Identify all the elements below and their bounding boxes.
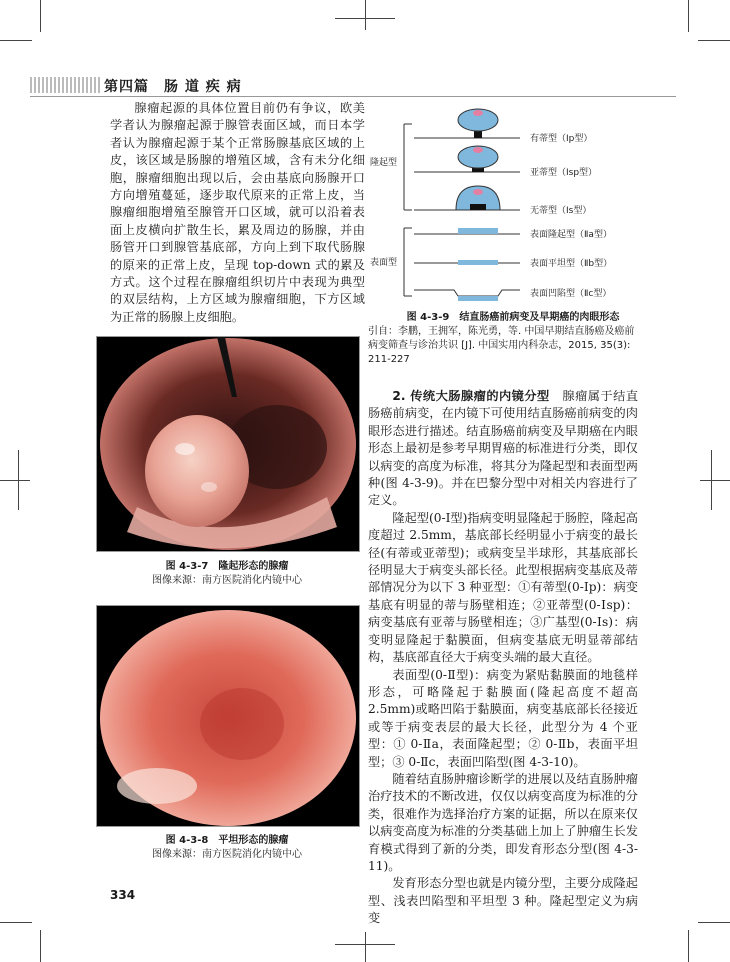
section-heading: 2. 传统大肠腺瘤的内镜分型 [392, 389, 550, 403]
fig7-photo [96, 336, 360, 552]
right-paragraph-5: 发育形态分型也就是内镜分型，主要分成隆起型、浅表凹陷型和平坦型 3 种。隆起型定义为病变 [368, 876, 638, 926]
fig7-title: 图 4-3-7 隆起形态的腺瘤 [165, 561, 289, 572]
right-paragraph-1-text: 腺瘤属于结直肠癌前病变，在内镜下可使用结直肠癌前病变的肉眼形态进行描述。结直肠癌前病变及早期癌在内眼形态上最初是参考早期胃癌的标准进行分类，即仅以病变的高度为标准，将其分为隆起型和表面型两种(图 4-3-9)。并在巴黎分型中对相关内容进行了定义。 [368, 389, 639, 508]
fig8-photo [96, 605, 360, 827]
chapter-title: 第四篇 肠 道 疾 病 [104, 79, 242, 95]
shape-iia [414, 228, 520, 234]
right-paragraph-2: 隆起型(0-Ⅰ型)指病变明显隆起于肠腔，隆起高度超过 2.5mm，基底部长经明显小于病变的最长径(有蒂或亚蒂型)；或病变呈半球形，其基底部长径明显大于病变头部长径。此型根据病变基底及蒂部情况分为以下 3 种亚型：①有蒂型(0-Ⅰp)：病变基底有明显的蒂与肠壁相连；②亚蒂型(0-Ⅰsp)：病变基底有亚蒂与肠壁相连；③广基型(0-Ⅰs)：病变明显隆起于黏膜面，但病变基底无明显蒂部结构，基底部直径大于病变头端的最大直径。 [368, 510, 638, 665]
fig9-caption [368, 311, 638, 367]
fig8-caption [96, 834, 358, 862]
left-paragraph: 腺瘤起源的具体位置目前仍有争议，欧美学者认为腺瘤起源于腺管表面区域，而日本学者认为腺瘤起源于某个正常肠腺基底区域的上皮，该区域是肠腺的增殖区域，含有未分化细胞，腺瘤细胞出现以后，会由基底向肠腺开口方向增殖蔓延，逐步取代原来的正常上皮，当腺瘤细胞增殖至腺管开口区域，就可以沿着表面上皮横向扩散生长，累及周边的肠腺，并由肠管开口到腺管基底部，方向上到下取代肠腺的原来的正常上皮，呈现 top-down 式的累及方式。这个过程在腺瘤组织切片中表现为典型的双层结构，上方区域为腺瘤细胞，下方区域为正常的肠腺上皮细胞。 [110, 101, 365, 324]
shape-is [414, 186, 520, 210]
right-column-text [368, 388, 638, 928]
label-iic: 表面凹陷型（Ⅱc型） [530, 289, 612, 299]
header-decoration [30, 77, 100, 93]
right-paragraph-1 [368, 388, 638, 510]
shape-iic [414, 290, 520, 301]
label-iib: 表面平坦型（Ⅱb型） [530, 259, 613, 269]
fig7-source: 图像来源：南方医院消化内镜中心 [152, 575, 302, 586]
shape-iib [414, 260, 520, 265]
header-rule [30, 96, 676, 97]
fig9-diagram [370, 100, 650, 308]
fig8-source: 图像来源：南方医院消化内镜中心 [152, 849, 302, 860]
page-number: 334 [110, 888, 136, 902]
fig9-title: 图 4-3-9 结直肠癌前病变及早期癌的肉眼形态 [406, 312, 620, 323]
group-flat-label: 表面型 [370, 258, 398, 268]
label-isp: 亚蒂型（Ⅰsp型） [530, 168, 598, 178]
fig8-title: 图 4-3-8 平坦形态的腺瘤 [165, 835, 289, 846]
shape-isp [414, 146, 520, 172]
label-ip: 有蒂型（Ⅰp型） [530, 134, 593, 144]
label-is: 无蒂型（Ⅰs型） [530, 206, 592, 216]
fig7-caption [96, 560, 358, 588]
shape-ip [414, 109, 520, 138]
left-column-text [110, 100, 365, 326]
group-raised-label: 隆起型 [370, 158, 398, 168]
label-iia: 表面隆起型（Ⅱa型） [530, 230, 612, 240]
right-paragraph-4: 随着结直肠肿瘤诊断学的进展以及结直肠肿瘤治疗技术的不断改进，仅仅以病变高度为标准的分类，很难作为选择治疗方案的证据，所以在原来仅以病变高度为标准的分类基础上加上了肿瘤生长发育模式得到了新的分类，即发育形态分型(图 4-3-11)。 [368, 771, 638, 873]
right-paragraph-3: 表面型(0-Ⅱ型)：病变为紧贴黏膜面的地毯样形态，可略隆起于黏膜面(隆起高度不超高 2.5mm)或略凹陷于黏膜面，病变基底部长径接近或等于病变表层的最大长径，此型分为 4 个亚型：① 0-Ⅱa，表面隆起型；② 0-Ⅱb，表面平坦型；③ 0-Ⅱc，表面凹陷型(图 4-3-10)。 [368, 667, 638, 769]
fig9-citation: 引自：李鹏，王拥军，陈光勇，等. 中国早期结直肠癌及癌前病变筛查与诊治共识 [J]. 中国实用内科杂志，2015, 35(3): 211-227 [368, 326, 635, 365]
